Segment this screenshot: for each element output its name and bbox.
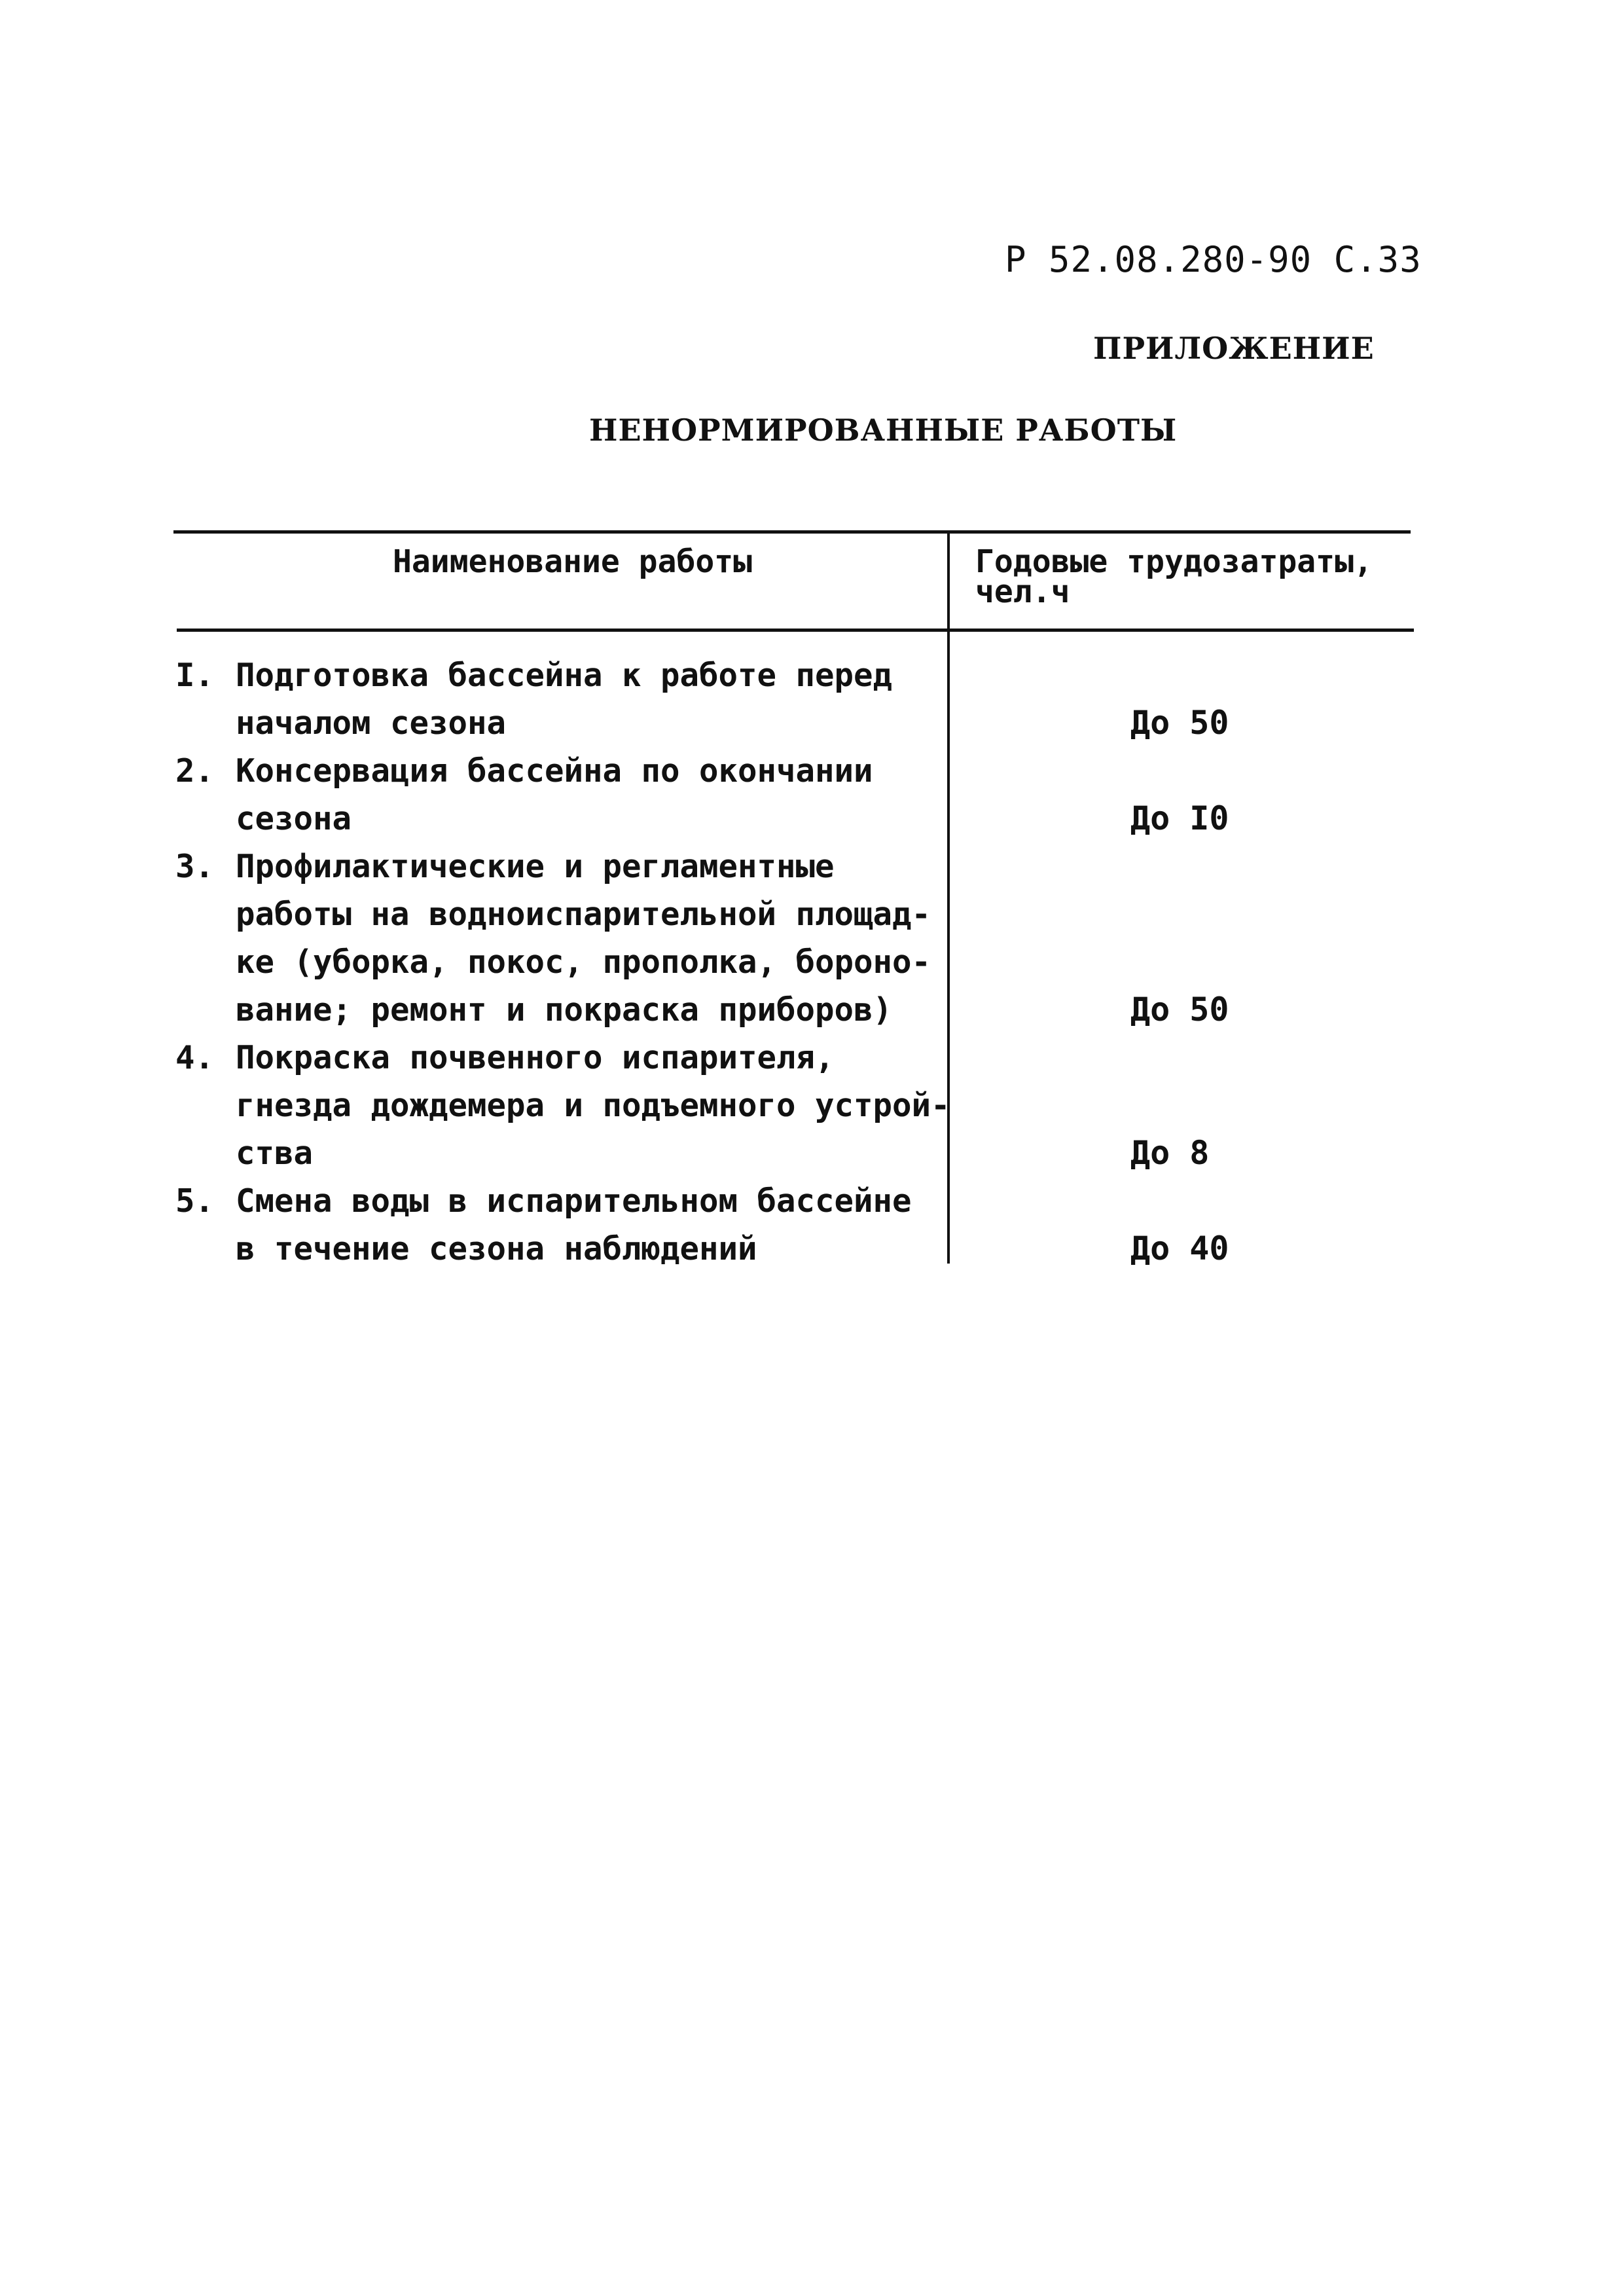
row-value: До 40 (1130, 1230, 1229, 1267)
row-line (175, 986, 948, 1034)
row-text: началом сезона (236, 704, 507, 742)
row-text: ке (уборка, покос, прополка, бороно- (236, 943, 931, 981)
table-row (175, 843, 948, 1034)
page-code: Р 52.08.280-90 С.33 (1005, 239, 1422, 280)
row-text: ства (236, 1135, 314, 1172)
appendix-label: ПРИЛОЖЕНИЕ (1093, 331, 1375, 366)
row-text: Консервация бассейна по окончании (236, 752, 873, 790)
document-title: НЕНОРМИРОВАННЫЕ РАБОТЫ (589, 412, 1178, 448)
row-number: 4. (175, 1039, 215, 1076)
row-text: Покраска почвенного испарителя, (236, 1039, 835, 1076)
row-text: работы на водноиспарительной площад- (236, 896, 931, 933)
table-row (175, 1034, 948, 1177)
row-line (175, 1034, 948, 1082)
row-line (175, 890, 948, 938)
row-line (175, 795, 948, 843)
row-line (175, 1082, 948, 1129)
row-number: 5. (175, 1182, 215, 1220)
row-text: сезона (236, 800, 352, 837)
table-row (175, 651, 948, 747)
row-line (175, 1129, 948, 1177)
row-line (175, 843, 948, 890)
row-value: До 50 (1130, 704, 1229, 742)
column-header-work-name: Наименование работы (393, 543, 753, 580)
row-value: До I0 (1130, 799, 1229, 837)
row-number: I. (175, 657, 215, 694)
row-text: вание; ремонт и покраска приборов) (236, 991, 893, 1029)
row-value: До 8 (1130, 1134, 1210, 1172)
row-line (175, 1177, 948, 1225)
row-line (175, 651, 948, 699)
row-number: 3. (175, 848, 215, 885)
table-header-rule (177, 629, 1414, 632)
row-text: гнезда дождемера и подъемного устрой- (236, 1087, 950, 1124)
row-line (175, 1225, 948, 1273)
column-header-annual-labor-line1: Годовые трудозатраты, (975, 543, 1373, 580)
table-row (175, 747, 948, 843)
column-header-annual-labor (975, 543, 1373, 610)
row-text: Профилактические и регламентные (236, 848, 835, 885)
row-line (175, 699, 948, 747)
row-text: Подготовка бассейна к работе перед (236, 657, 893, 694)
table-top-rule (173, 530, 1411, 534)
row-text: в течение сезона наблюдений (236, 1230, 757, 1267)
row-text: Смена воды в испарительном бассейне (236, 1182, 912, 1220)
column-header-annual-labor-line2: чел.ч (975, 574, 1070, 610)
row-line (175, 747, 948, 795)
row-line (175, 938, 948, 986)
table-row (175, 1177, 948, 1273)
row-number: 2. (175, 752, 215, 790)
row-value: До 50 (1130, 991, 1229, 1029)
